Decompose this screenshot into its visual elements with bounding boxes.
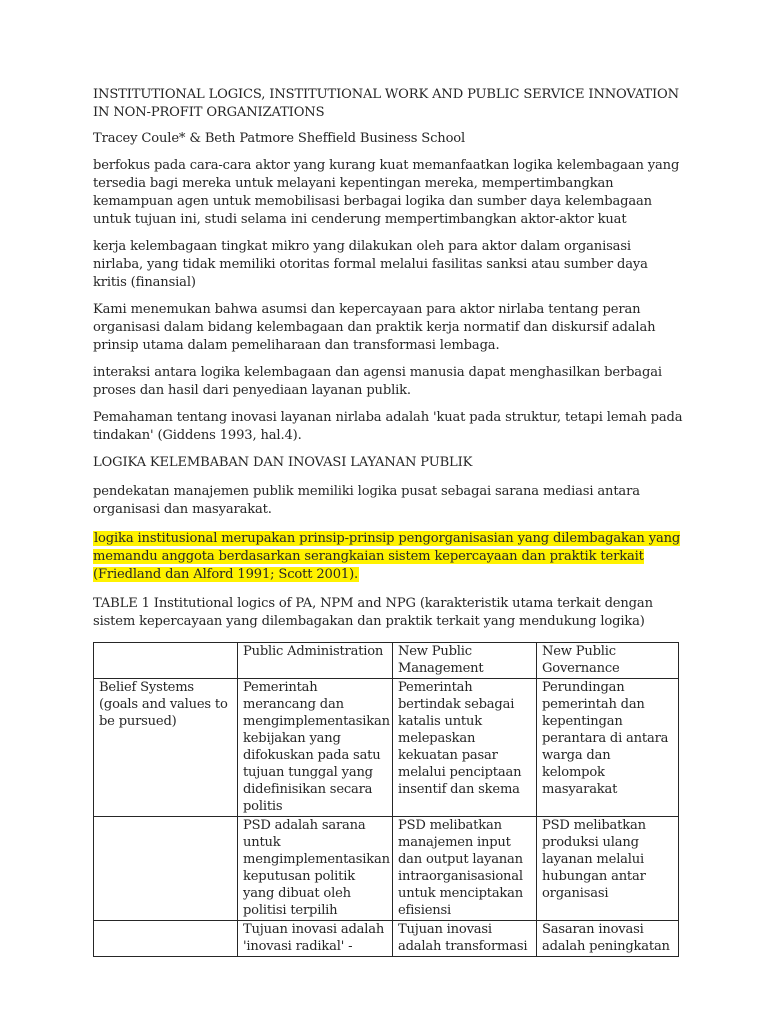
table-cell: Perundingan pemerintah dan kepentingan perantara di antara warga dan kelompok masyarakat [537, 679, 679, 817]
paragraph: Kami menemukan bahwa asumsi dan kepercayaan para aktor nirlaba tentang peran organisasi dalam bidang kelembagaan dan praktik kerja normatif dan diskursif adalah prinsip utama dalam pemeliharaan dan transformasi lembaga. [93, 302, 656, 353]
paragraph: berfokus pada cara-cara aktor yang kurang kuat memanfaatkan logika kelembagaan yang tersedia bagi mereka untuk melayani kepentingan mereka, mempertimbangkan kemampuan agen untuk memobilisasi berbagai logika dan sumber daya kelembagaan untuk tujuan ini, studi selama ini cenderung mempertimbangkan aktor-aktor kuat [93, 158, 680, 227]
institutional-logics-table [93, 642, 679, 957]
table-cell: PSD melibatkan manajemen input dan output layanan intraorganisasional untuk menciptakan efisiensi [393, 817, 537, 921]
highlighted-text: logika institusional merupakan prinsip-prinsip pengorganisasian yang dilembagakan yang memandu anggota berdasarkan serangkaian sistem kepercayaan dan praktik terkait (Friedland dan Alford 1991; Scott 2001). [93, 531, 681, 582]
table-header-cell: Public Administration [238, 643, 393, 679]
table-cell: Sasaran inovasi adalah peningkatan [537, 921, 679, 957]
document-title: INSTITUTIONAL LOGICS, INSTITUTIONAL WORK AND PUBLIC SERVICE INNOVATION IN NON-PROFIT ORGANIZATIONS [93, 87, 679, 120]
table-cell [94, 817, 238, 921]
section-heading: LOGIKA KELEMBABAN DAN INOVASI LAYANAN PUBLIK [93, 455, 473, 470]
table-header-cell: New Public Governance [537, 643, 679, 679]
table-cell: Pemerintah merancang dan mengimplementasikan kebijakan yang difokuskan pada satu tujuan tunggal yang didefinisikan secara politis [238, 679, 393, 817]
table-row [94, 921, 679, 957]
table-row [94, 679, 679, 817]
paragraph: interaksi antara logika kelembagaan dan agensi manusia dapat menghasilkan berbagai proses dan hasil dari penyediaan layanan publik. [93, 365, 662, 398]
paragraph: kerja kelembagaan tingkat mikro yang dilakukan oleh para aktor dalam organisasi nirlaba, yang tidak memiliki otoritas formal melalui fasilitas sanksi atau sumber daya kritis (finansial) [93, 239, 648, 290]
paragraph: Pemahaman tentang inovasi layanan nirlaba adalah 'kuat pada struktur, tetapi lemah pada tindakan' (Giddens 1993, hal.4). [93, 410, 683, 443]
document-body [93, 86, 683, 957]
table-cell: Pemerintah bertindak sebagai katalis untuk melepaskan kekuatan pasar melalui penciptaan insentif dan skema [393, 679, 537, 817]
table-cell: PSD melibatkan produksi ulang layanan melalui hubungan antar organisasi [537, 817, 679, 921]
table-header-cell [94, 643, 238, 679]
table-header-row [94, 643, 679, 679]
table-cell: Tujuan inovasi adalah transformasi [393, 921, 537, 957]
table-row [94, 817, 679, 921]
table-cell: Belief Systems (goals and values to be pursued) [94, 679, 238, 817]
table-caption: TABLE 1 Institutional logics of PA, NPM and NPG (karakteristik utama terkait dengan sistem kepercayaan yang dilembagakan dan praktik terkait yang mendukung logika) [93, 596, 653, 629]
table-header-cell: New Public Management [393, 643, 537, 679]
table-cell: PSD adalah sarana untuk mengimplementasikan keputusan politik yang dibuat oleh politisi terpilih [238, 817, 393, 921]
paragraph: pendekatan manajemen publik memiliki logika pusat sebagai sarana mediasi antara organisasi dan masyarakat. [93, 484, 640, 517]
highlighted-paragraph [93, 530, 683, 584]
table-cell: Tujuan inovasi adalah 'inovasi radikal' - [238, 921, 393, 957]
document-authors: Tracey Coule* & Beth Patmore Sheffield Business School [93, 131, 466, 146]
table-cell [94, 921, 238, 957]
